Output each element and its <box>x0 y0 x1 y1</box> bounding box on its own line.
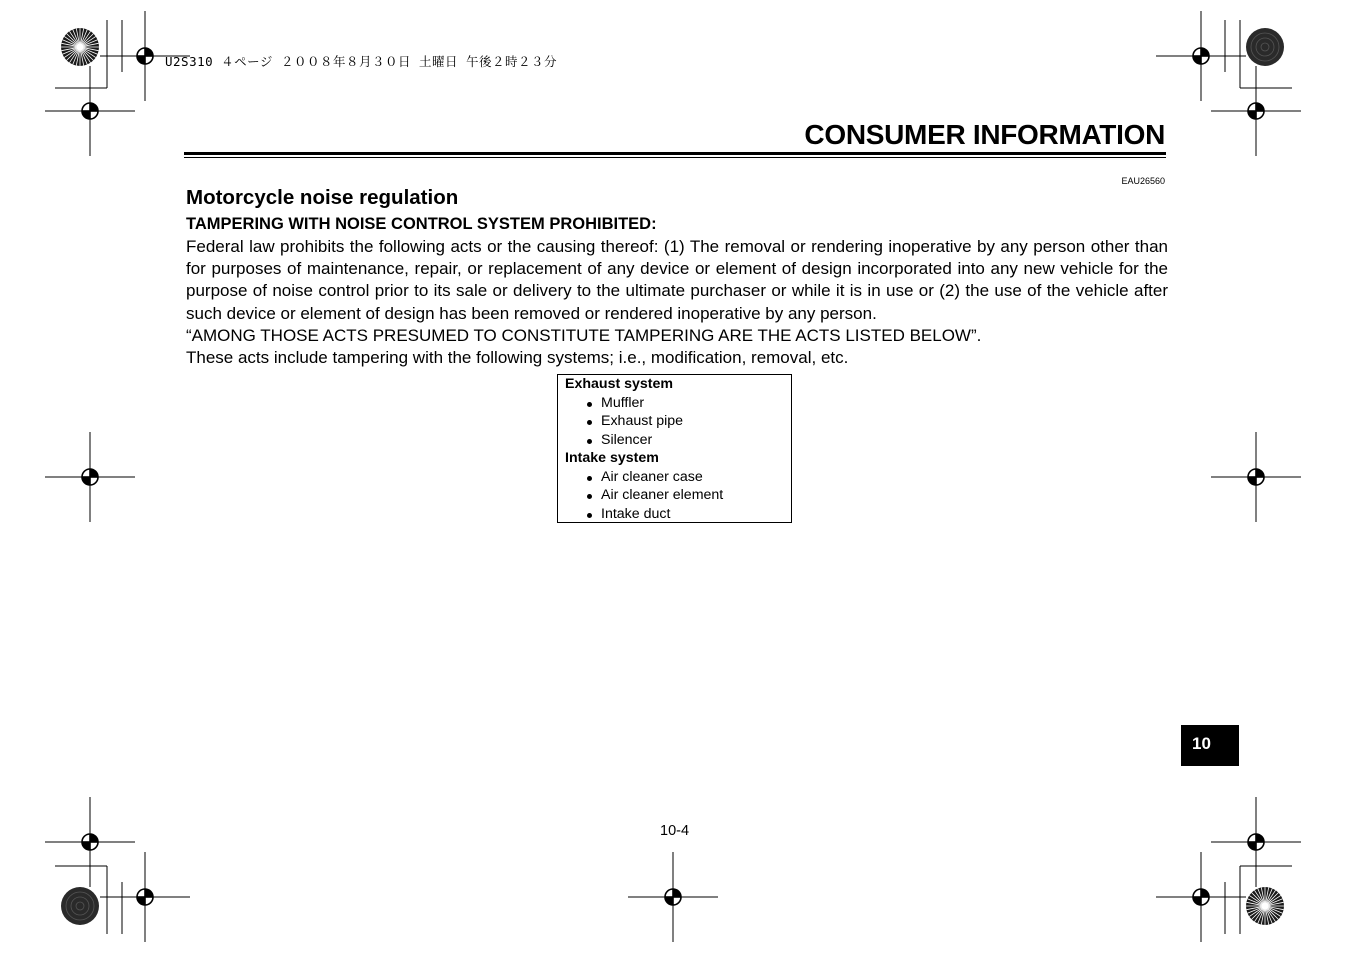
list-item: Air cleaner case <box>565 468 791 487</box>
heading: Motorcycle noise regulation <box>186 186 459 209</box>
document-code: EAU26560 <box>1121 176 1165 186</box>
title-rule-thick <box>184 152 1166 155</box>
page-number: 10-4 <box>660 823 690 839</box>
bullet-icon <box>587 439 592 444</box>
bullet-icon <box>587 494 592 499</box>
list-item: Silencer <box>565 431 791 450</box>
section-title: CONSUMER INFORMATION <box>804 119 1165 150</box>
paragraph: These acts include tampering with the following systems; i.e., modification, removal, etc. <box>186 348 849 368</box>
tampering-systems-box <box>557 374 792 523</box>
print-job-header: U2S310 ４ページ ２００８年８月３０日 土曜日 午後２時２３分 <box>165 54 558 69</box>
bullet-icon <box>587 402 592 407</box>
title-rule-thin <box>184 157 1166 158</box>
body-text <box>186 236 1168 369</box>
list-item: Air cleaner element <box>565 486 791 505</box>
subheading: TAMPERING WITH NOISE CONTROL SYSTEM PROHIBITED: <box>186 215 657 233</box>
bullet-icon <box>587 420 592 425</box>
system-title: Intake system <box>565 450 659 466</box>
list-item: Exhaust pipe <box>565 412 791 431</box>
bullet-icon <box>587 476 592 481</box>
paragraph: Federal law prohibits the following acts or the causing thereof: (1) The removal or rendering inoperative by any person other than for purposes of maintenance, repair, or replacement of any device or element of design incorporated into any new vehicle for the purpose of noise control prior to its sale or delivery to the ultimate purchaser or while it is in use or (2) the use of the vehicle after such device or element of design has been removed or rendered inoperative by any person. <box>186 237 1168 323</box>
paragraph: “AMONG THOSE ACTS PRESUMED TO CONSTITUTE TAMPERING ARE THE ACTS LISTED BELOW”. <box>186 325 982 345</box>
chapter-tab: 10 <box>1181 725 1239 766</box>
list-item: Intake duct <box>565 505 791 524</box>
list-item: Muffler <box>565 394 791 413</box>
system-title: Exhaust system <box>565 376 674 392</box>
bullet-icon <box>587 513 592 518</box>
